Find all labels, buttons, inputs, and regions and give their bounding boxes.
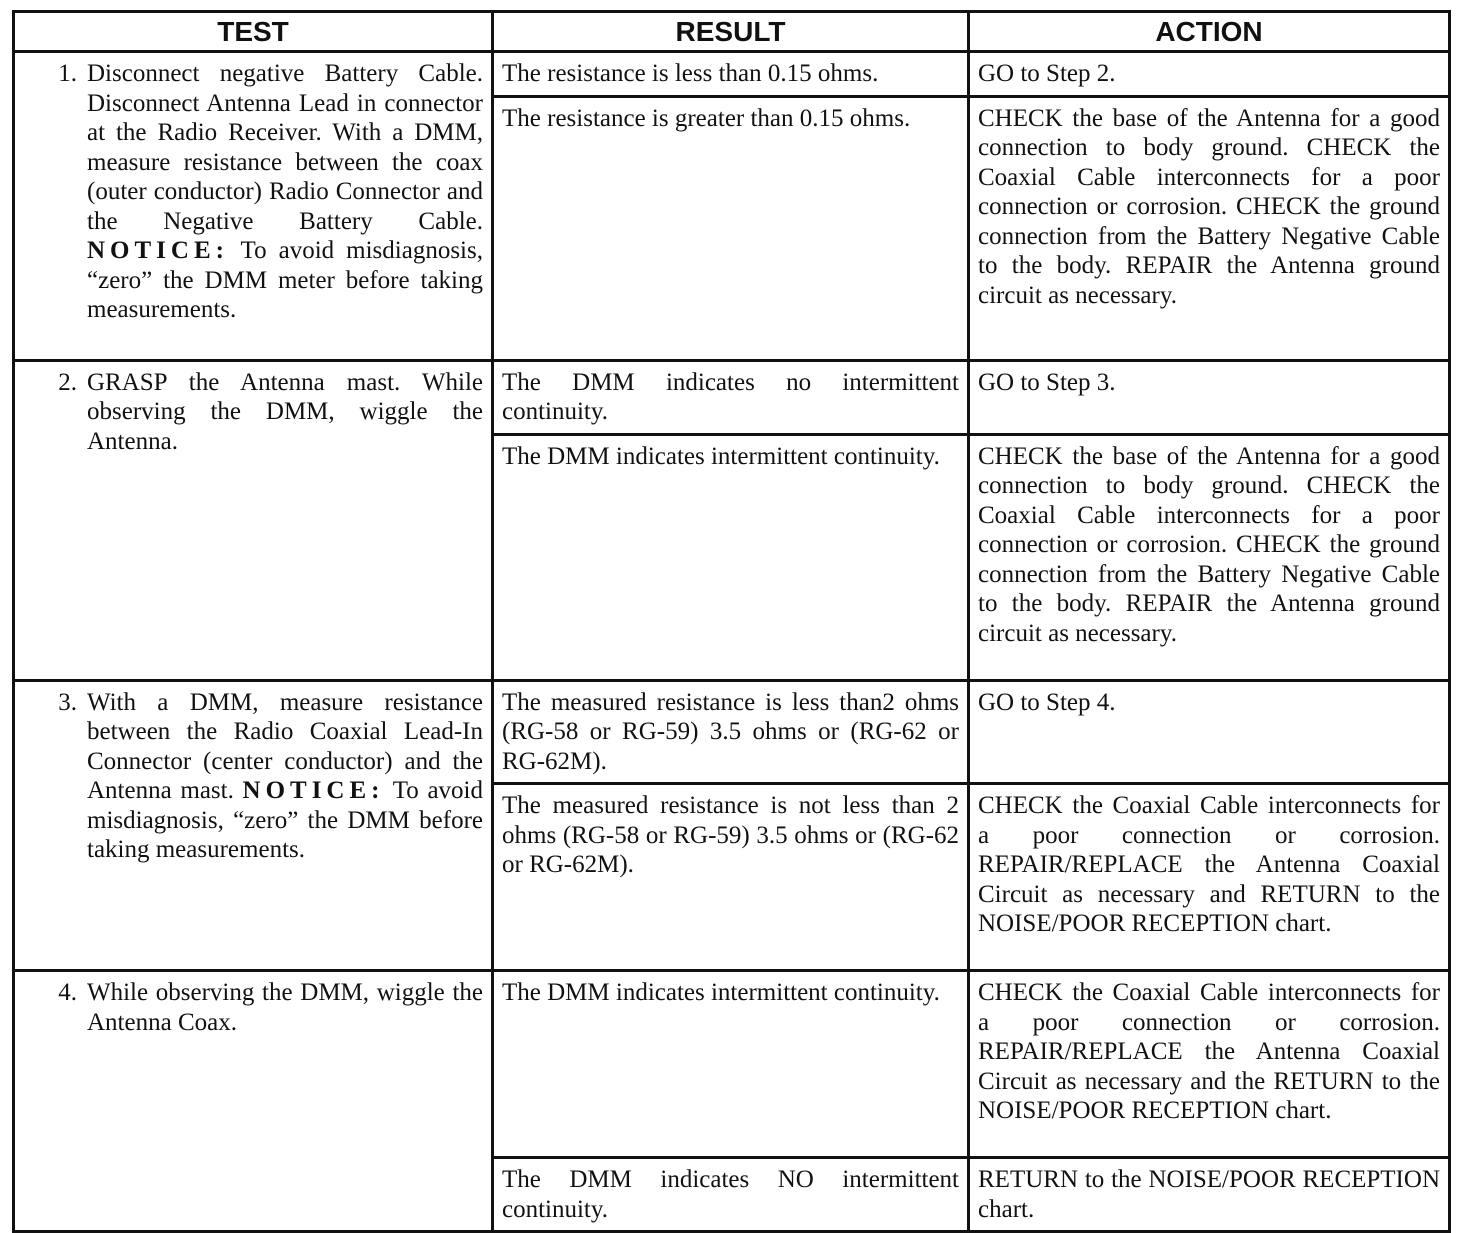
step-3-instruction: With a DMM, measure resistance between the Radio Coaxial Lead-In Connector (center conductor) and the Antenna mast. — [87, 688, 483, 804]
step-2-result-2: The DMM indicates intermittent continuity. — [493, 434, 969, 680]
step-4-action-1: CHECK the Coaxial Cable interconnects for a poor connection or corrosion. REPAIR/REPLACE the Antenna Coaxial Circuit as necessary and the RETURN to the NOISE/POOR RECEPTION chart. — [969, 971, 1450, 1158]
step-4-result-2: The DMM indicates NO intermittent continuity. — [493, 1158, 969, 1232]
notice-text: To avoid misdiagnosis, “zero” the DMM meter before taking measurements. — [87, 237, 483, 323]
step-number: 3. — [58, 688, 77, 716]
step-3-test-cell — [14, 680, 493, 971]
step-1-instruction: Disconnect negative Battery Cable. Disconnect Antenna Lead in connector at the Radio Receiver. With a DMM, measure resistance between the coax (outer conductor) Radio Connector and the Negative Battery Cable. — [87, 60, 483, 235]
step-2 — [23, 368, 483, 457]
step-3-result-2: The measured resistance is not less than 2 ohms (RG-58 or RG-59) 3.5 ohms or (RG-62 or RG-62M). — [493, 784, 969, 971]
step-2-action-2: CHECK the base of the Antenna for a good connection to body ground. CHECK the Coaxial Cable interconnects for a poor connection or corrosion. CHECK the ground connection from the Battery Negative Cable to the body. REPAIR the Antenna ground circuit as necessary. — [969, 434, 1450, 680]
step-2-result-1: The DMM indicates no intermittent continuity. — [493, 360, 969, 434]
table-row — [14, 971, 1450, 1158]
header-result: RESULT — [493, 12, 969, 52]
step-1 — [23, 59, 483, 325]
header-test: TEST — [14, 12, 493, 52]
step-4-action-2: RETURN to the NOISE/POOR RECEPTION chart. — [969, 1158, 1450, 1232]
step-2-test-cell — [14, 360, 493, 680]
step-1-test-cell — [14, 52, 493, 361]
table-row — [14, 360, 1450, 434]
step-3-result-1: The measured resistance is less than2 ohms (RG-58 or RG-59) 3.5 ohms or (RG-62 or RG-62M). — [493, 680, 969, 784]
step-3-text — [87, 688, 483, 865]
step-1-result-1: The resistance is less than 0.15 ohms. — [493, 52, 969, 97]
step-2-action-1: GO to Step 3. — [969, 360, 1450, 434]
step-3-action-2: CHECK the Coaxial Cable interconnects for a poor connection or corrosion. REPAIR/REPLACE the Antenna Coaxial Circuit as necessary and RETURN to the NOISE/POOR RECEPTION chart. — [969, 784, 1450, 971]
step-number: 1. — [58, 60, 77, 87]
diagnostic-table — [12, 10, 1451, 1233]
step-2-instruction: GRASP the Antenna mast. While observing the DMM, wiggle the Antenna. — [87, 368, 483, 455]
step-number: 2. — [58, 368, 77, 396]
notice-text: To avoid misdiagnosis, “zero” the DMM before taking measurements. — [87, 777, 483, 863]
step-4-result-1: The DMM indicates intermittent continuity. — [493, 971, 969, 1158]
header-row — [14, 12, 1450, 52]
step-3-action-1: GO to Step 4. — [969, 680, 1450, 784]
step-number: 4. — [58, 979, 77, 1006]
table-row — [14, 680, 1450, 784]
step-4 — [23, 978, 483, 1037]
step-1-result-2: The resistance is greater than 0.15 ohms. — [493, 96, 969, 360]
step-1-text — [87, 59, 483, 325]
header-action: ACTION — [969, 12, 1450, 52]
step-1-action-1: GO to Step 2. — [969, 52, 1450, 97]
step-4-instruction: While observing the DMM, wiggle the Antenna Coax. — [87, 979, 483, 1036]
notice-label: NOTICE: — [87, 237, 229, 264]
step-1-action-2: CHECK the base of the Antenna for a good connection to body ground. CHECK the Coaxial Cable interconnects for a poor connection or corrosion. CHECK the ground connection from the Battery Negative Cable to the body. REPAIR the Antenna ground circuit as necessary. — [969, 96, 1450, 360]
table-row — [14, 52, 1450, 97]
step-4-test-cell — [14, 971, 493, 1232]
step-3 — [23, 688, 483, 865]
notice-label: NOTICE: — [242, 777, 385, 804]
